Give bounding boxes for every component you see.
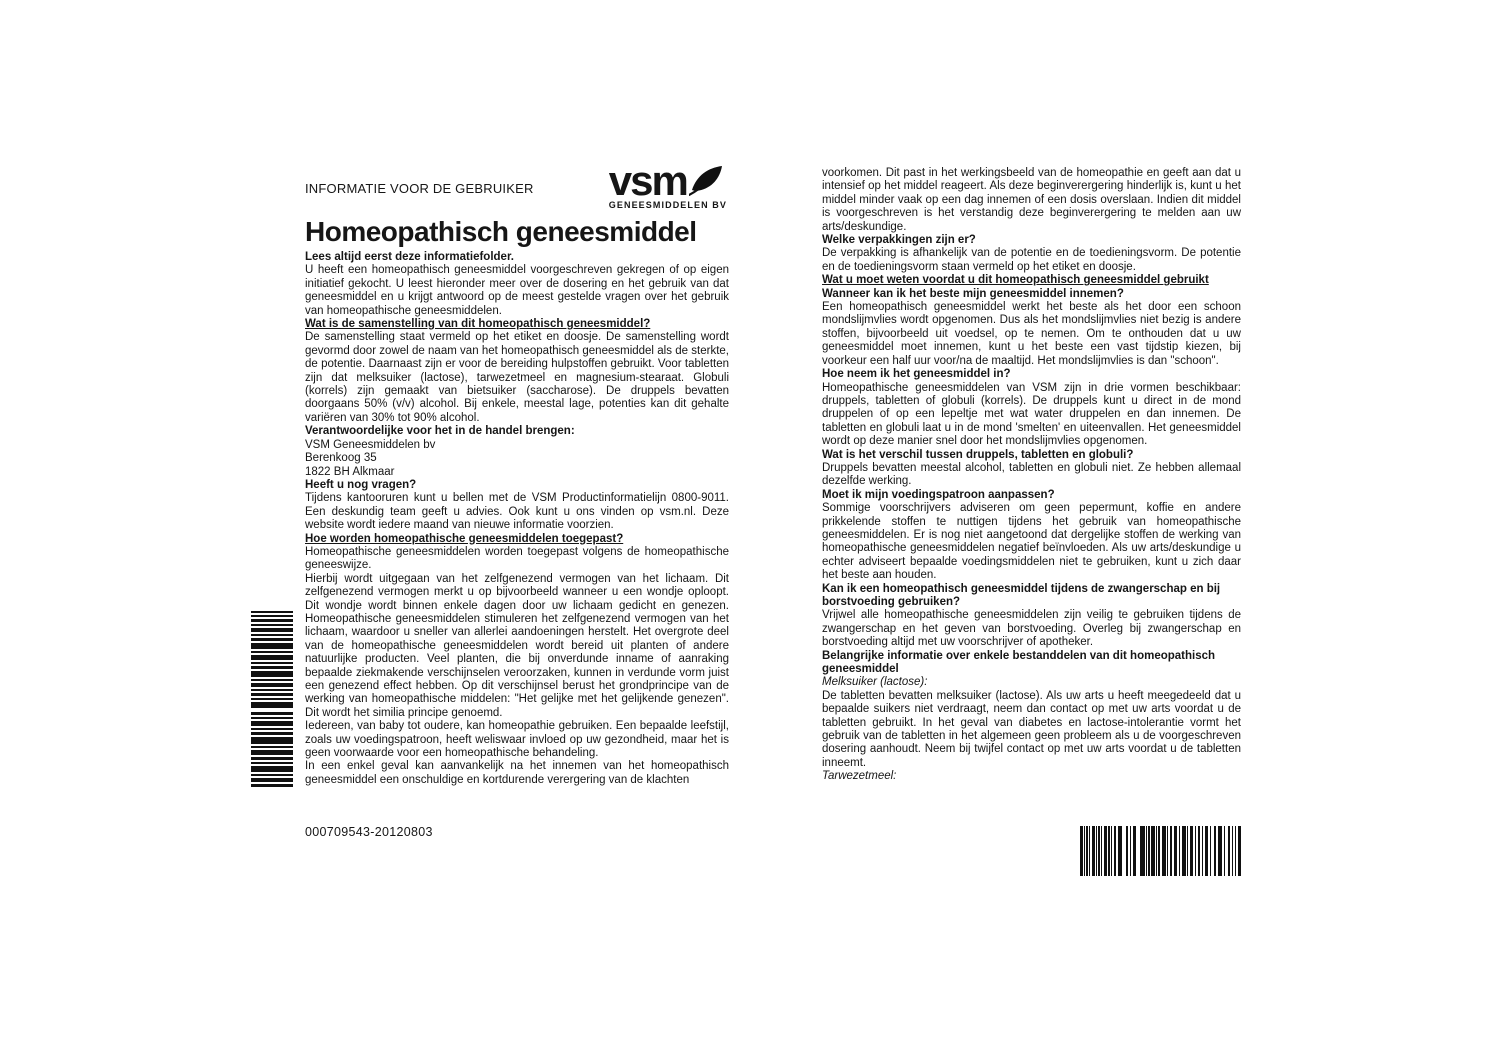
kicker: INFORMATIE VOOR DE GEBRUIKER	[305, 181, 534, 196]
zwangerschap-paragraph: Vrijwel alle homeopathische geneesmiddelen zijn veilig te gebruiken tijdens de zwangerschap en het geven van borstvoeding. Overleg bij zwangerschap en borstvoeding altijd met uw voorschrijver of apotheker.	[822, 609, 1241, 649]
melksuiker-paragraph: De tabletten bevatten melksuiker (lactose). Als uw arts u heeft meegedeeld dat u bepaalde suikers niet verdraagt, neem dan contact op met uw arts voordat u de tabletten gebruikt. In het geval van diabetes en lactose-intolerantie vormt het gebruik van de tabletten in het algemeen geen probleem als u de voorgeschreven dosering aanhoudt. Neem bij twijfel contact op met uw arts voordat u de tabletten inneemt.	[822, 689, 1241, 769]
continuation-paragraph: voorkomen. Dit past in het werkingsbeeld van de homeopathie en geeft aan dat u intensief op het middel reageert. Als deze beginverergering hinderlijk is, kunt u het middel minder vaak op een dag innemen of een dosis overslaan. Indien dit middel is voorgeschreven is het verstandig deze beginverergering te melden aan uw arts/deskundige.	[822, 167, 1241, 233]
section-heading-toegepast: Hoe worden homeopathische geneesmiddelen toegepast?	[305, 532, 624, 545]
section-heading-samenstelling: Wat is de samenstelling van dit homeopathisch geneesmiddel?	[305, 318, 651, 331]
page-title: Homeopathisch geneesmiddel	[305, 216, 697, 247]
heading-bestanddelen: Belangrijke informatie over enkele bestanddelen van dit homeopathisch geneesmiddel	[822, 649, 1216, 676]
toegepast-paragraph-4: In een enkel geval kan aanvankelijk na het innemen van het homeopathisch geneesmiddel een onschuldige en kortdurende verergering van de klachten	[305, 760, 729, 786]
document-code: 000709543-20120803	[305, 825, 433, 839]
vsm-logo	[608, 157, 727, 212]
bottom-barcode	[1080, 826, 1241, 876]
left-edge-barcode	[251, 611, 293, 787]
toegepast-paragraph-1: Homeopathische geneesmiddelen worden toegepast volgens de homeopathische geneeswijze.	[305, 545, 729, 572]
heading-verschil: Wat is het verschil tussen druppels, tabletten en globuli?	[822, 448, 1134, 461]
samenstelling-paragraph: De samenstelling staat vermeld op het etiket en doosje. De samenstelling wordt gevormd door zowel de naam van het homeopathisch geneesmiddel als de sterkte, de potentie. Daarnaast zijn er voor de bereiding hulpstoffen gebruikt. Voor tabletten zijn dat melksuiker (lactose), tarwezetmeel en magnesium-stearaat. Globuli (korrels) zijn gemaakt van bietsuiker (saccharose). De druppels bevatten doorgaans 50% (v/v) alcohol. Bij enkele, meestal lage, potenties kan dit gehalte variëren van 30% tot 90% alcohol.	[305, 331, 729, 424]
address-street: Berenkoog 35	[305, 452, 377, 465]
vsm-logo-wordmark: vsm	[608, 157, 687, 204]
section-heading-weten: Wat u moet weten voordat u dit homeopathisch geneesmiddel gebruikt	[822, 274, 1209, 287]
heading-innemen: Wanneer kan ik het beste mijn geneesmiddel innemen?	[822, 287, 1124, 300]
heading-voedingspatroon: Moet ik mijn voedingspatroon aanpassen?	[822, 488, 1055, 501]
heading-verpakkingen: Welke verpakkingen zijn er?	[822, 234, 976, 247]
heading-tarwezetmeel: Tarwezetmeel:	[822, 770, 897, 783]
vragen-paragraph: Tijdens kantooruren kunt u bellen met de VSM Productinformatielijn 0800-9011. Een deskundig team geeft u advies. Ook kunt u ons vinden op vsm.nl. Deze website wordt iedere maand van nieuwe informatie voorzien.	[305, 492, 729, 532]
innemen-paragraph: Een homeopathisch geneesmiddel werkt het beste als het door een schoon mondslijmvlies wordt opgenomen. Dus als het mondslijmvlies niet bezig is andere stoffen, bijvoorbeeld uit voedsel, op te nemen. Om te onthouden dat u uw geneesmiddel moet innemen, kunt u het beste een vast tijdstip kiezen, bij voorkeur een half uur voor/na de maaltijd. Het mondslijmvlies is dan "schoon".	[822, 301, 1241, 367]
verschil-paragraph: Druppels bevatten meestal alcohol, tabletten en globuli niet. Ze hebben allemaal dezelfde werking.	[822, 461, 1241, 488]
vsm-logo-subtitle: GENEESMIDDELEN BV	[608, 200, 727, 210]
heading-verantwoordelijke: Verantwoordelijke voor het in de handel brengen:	[305, 425, 575, 438]
toegepast-paragraph-3: Iedereen, van baby tot oudere, kan homeopathie gebruiken. Een bepaalde leefstijl, zoals uw voedingspatroon, heeft weliswaar invloed op uw gezondheid, maar het is geen voorwaarde voor een homeopathische behandeling.	[305, 720, 729, 760]
heading-vragen: Heeft u nog vragen?	[305, 478, 417, 491]
left-column	[305, 157, 729, 787]
heading-melksuiker: Melksuiker (lactose):	[822, 676, 928, 689]
toegepast-paragraph-2: Hierbij wordt uitgegaan van het zelfgenezend vermogen van het lichaam. Dit zelfgenezend vermogen merkt u op bijvoorbeeld wanneer u een wondje oploopt. Dit wondje wordt binnen enkele dagen door uw lichaam gedicht en genezen. Homeopathische geneesmiddelen stimuleren het zelfgenezend vermogen van het lichaam, waardoor u sneller van allerlei aandoeningen herstelt. Het overgrote deel van de homeopathische geneesmiddelen wordt bereid uit planten of andere natuurlijke producten. Veel planten, die bij onverdunde inname of aanraking bepaalde ziekmakende verschijnselen veroorzaken, kunnen in verdunde vorm juist een genezend effect hebben. Op dit verschijnsel berust het grondprincipe van de werking van homeopathische middelen: "Het gelijke met het gelijkende genezen". Dit wordt het similia principe genoemd.	[305, 572, 729, 719]
address-city: 1822 BH Alkmaar	[305, 465, 395, 478]
right-column	[822, 167, 1241, 784]
heading-zwangerschap: Kan ik een homeopathisch geneesmiddel tijdens de zwangerschap en bij borstvoeding gebruiken?	[822, 582, 1221, 608]
leaflet-header	[305, 157, 729, 212]
lead-heading: Lees altijd eerst deze informatiefolder.	[305, 251, 514, 263]
voedingspatroon-paragraph: Sommige voorschrijvers adviseren om geen pepermunt, koffie en andere prikkelende stoffen te nuttigen tijdens het gebruik van homeopathische geneesmiddelen. Er is nog niet aangetoond dat dergelijke stoffen de werking van homeopathische geneesmiddelen negatief beïnvloeden. Als uw arts/deskundige u echter adviseert bepaalde voedingsmiddelen niet te gebruiken, kunt u zich daar het beste aan houden.	[822, 502, 1241, 582]
leaf-icon	[689, 164, 723, 196]
hoe-neem-paragraph: Homeopathische geneesmiddelen van VSM zijn in drie vormen beschikbaar: druppels, tabletten of globuli (korrels). De druppels kunt u direct in de mond druppelen of op een lepeltje met wat water druppelen en dan innemen. De tabletten en globuli laat u in de mond 'smelten' en uiteenvallen. Het geneesmiddel wordt op deze manier snel door het mondslijmvlies opgenomen.	[822, 381, 1241, 448]
heading-hoe-neem: Hoe neem ik het geneesmiddel in?	[822, 368, 1011, 381]
address-company: VSM Geneesmiddelen bv	[305, 438, 436, 451]
verpakkingen-paragraph: De verpakking is afhankelijk van de potentie en de toedieningsvorm. De potentie en de toedieningsvorm staan vermeld op het etiket en doosje.	[822, 247, 1241, 273]
lead-paragraph: U heeft een homeopathisch geneesmiddel voorgeschreven gekregen of op eigen initiatief gekocht. U leest hieronder meer over de dosering en het gebruik van dat geneesmiddel en u krijgt antwoord op de meest gestelde vragen over het gebruik van homeopathische geneesmiddelen.	[305, 264, 729, 317]
